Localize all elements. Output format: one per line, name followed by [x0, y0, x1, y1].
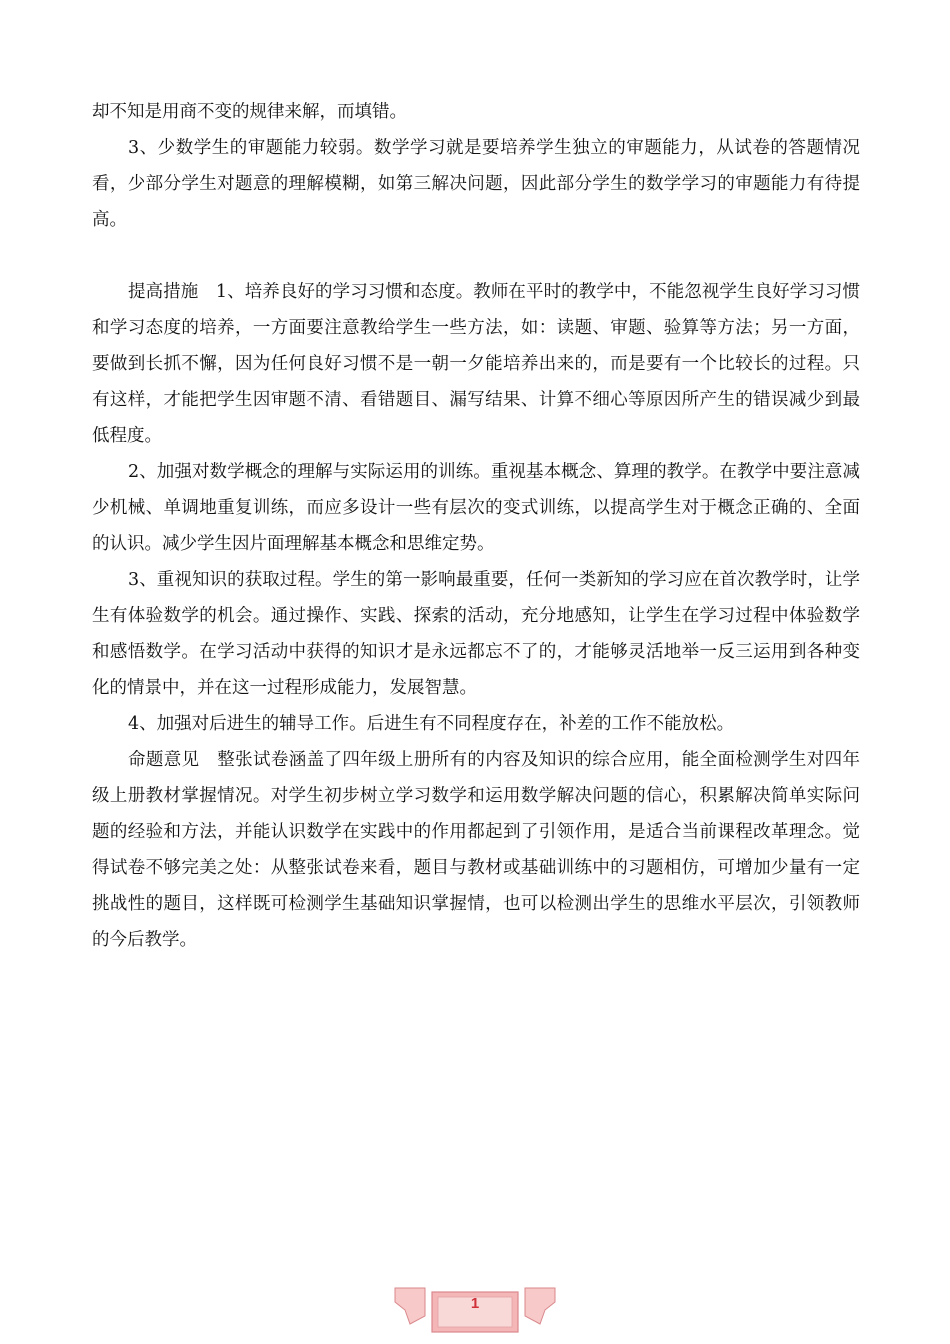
- paragraph-6: 4、加强对后进生的辅导工作。后进生有不同程度存在，补差的工作不能放松。: [128, 714, 735, 734]
- paragraph-spacer: [92, 238, 860, 274]
- paragraph-7: 命题意见 整张试卷涵盖了四年级上册所有的内容及知识的综合应用，能全面检测学生对四年级上册教材掌握情况。对学生初步树立学习数学和运用数学解决问题的信心，积累解决简单实际问题的经验和方法，并能认识数学在实践中的作用都起到了引领作用，是适合当前课程改革理念。觉得试卷不够完美之处：从整张试卷来看，题目与教材或基础训练中的习题相仿，可增加少量有一定挑战性的题目，这样既可检测学生基础知识掌握情，也可以检测出学生的思维水平层次，引领教师的今后教学。: [92, 750, 860, 950]
- paragraph-3: 提高措施 1、培养良好的学习习惯和态度。教师在平时的教学中，不能忽视学生良好学习习惯和学习态度的培养，一方面要注意教给学生一些方法，如：读题、审题、验算等方法；另一方面，要做到长抓不懈，因为任何良好习惯不是一朝一夕能培养出来的，而是要有一个比较长的过程。只有这样，才能把学生因审题不清、看错题目、漏写结果、计算不细心等原因所产生的错误减少到最低程度。: [92, 282, 860, 446]
- paragraph-1: 却不知是用商不变的规律来解，而填错。: [92, 102, 407, 122]
- paragraph-2: 3、少数学生的审题能力较弱。数学学习就是要培养学生独立的审题能力，从试卷的答题情况看，少部分学生对题意的理解模糊，如第三解决问题，因此部分学生的数学学习的审题能力有待提高。: [92, 138, 860, 230]
- document-body: [92, 94, 860, 958]
- paragraph-4: 2、加强对数学概念的理解与实际运用的训练。重视基本概念、算理的教学。在教学中要注意减少机械、单调地重复训练，而应多设计一些有层次的变式训练，以提高学生对于概念正确的、全面的认识。减少学生因片面理解基本概念和思维定势。: [92, 462, 860, 554]
- page-number: 1: [470, 1295, 480, 1312]
- paragraph-5: 3、重视知识的获取过程。学生的第一影响最重要，任何一类新知的学习应在首次教学时，让学生有体验数学的机会。通过操作、实践、探索的活动，充分地感知，让学生在学习过程中体验数学和感悟数学。在学习活动中获得的知识才是永远都忘不了的，才能够灵活地举一反三运用到各种变化的情景中，并在这一过程形成能力，发展智慧。: [92, 570, 860, 698]
